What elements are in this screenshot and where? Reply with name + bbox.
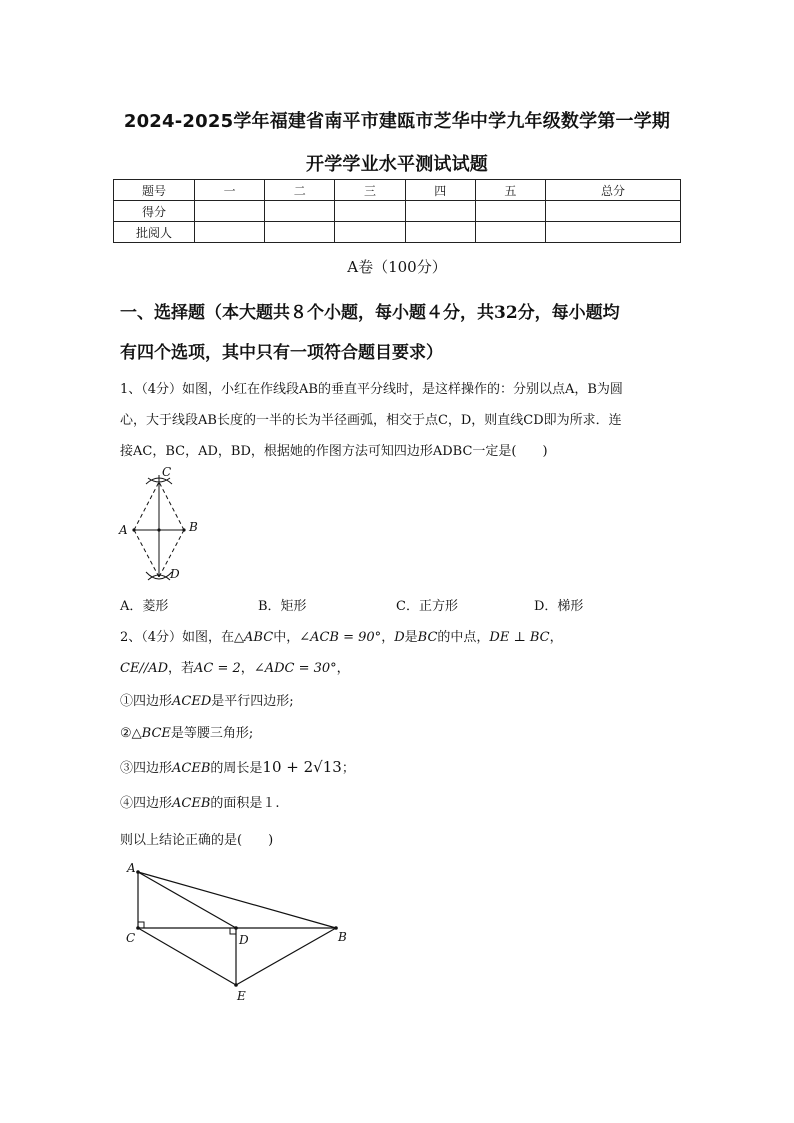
label-d: D [170, 567, 180, 581]
point-a [136, 870, 140, 874]
label-c: C [126, 931, 136, 945]
part1-heading-line2: 有四个选项，其中只有一项符合题目要求） [120, 343, 443, 363]
q2-statement-4: ④四边形ACEB的面积是１. [120, 796, 280, 811]
point-c [136, 926, 140, 930]
point-d [234, 926, 238, 930]
label-a: A [119, 523, 128, 537]
table-cell: 一 [195, 180, 265, 201]
q1-text-line3: 接AC，BC，AD，BD，根据她的作图方法可知四边形ADBC一定是( ) [120, 444, 548, 459]
table-cell: 批阅人 [114, 222, 195, 243]
point-b [182, 528, 185, 531]
q1-option-d[interactable]: D．梯形 [534, 599, 584, 614]
label-b: B [338, 930, 347, 944]
part1-heading-line1: 一、选择题（本大题共８个小题，每小题４分，共32分，每小题均 [120, 303, 620, 323]
table-cell: 二 [265, 180, 335, 201]
q1-option-a[interactable]: A．菱形 [120, 599, 169, 614]
score-table [113, 179, 681, 243]
section-a-heading: A卷（100分） [347, 258, 447, 276]
segment-bc [159, 482, 184, 530]
segment-ad [134, 530, 159, 577]
q1-option-c[interactable]: C．正方形 [396, 599, 458, 614]
point-e [234, 983, 238, 987]
point-a [132, 528, 135, 531]
label-a: A [127, 861, 136, 875]
q2-statement-1: ①四边形ACED是平行四边形; [120, 694, 294, 709]
q1-text-line2: 心，大于线段AB长度的一半的长为半径画弧，相交于点C，D，则直线CD即为所求．连 [120, 413, 622, 428]
segment-ac [134, 482, 159, 530]
segment-eb [236, 928, 336, 985]
label-b: B [189, 520, 198, 534]
table-row [114, 201, 681, 222]
table-cell: 五 [475, 180, 545, 201]
point-mid [157, 528, 160, 531]
q2-figure [118, 858, 358, 1006]
table-cell: 四 [405, 180, 475, 201]
doc-title-line1: 2024-2025学年福建省南平市建瓯市芝华中学九年级数学第一学期 [123, 111, 671, 132]
segment-ad [138, 872, 236, 928]
q1-figure [112, 462, 212, 587]
table-cell: 三 [335, 180, 405, 201]
table-cell: 总分 [546, 180, 681, 201]
q2-text-line1: 2、（4分）如图，在△ABC中，∠ACB = 90°，D是BC的中点，DE ⊥ BC， [120, 630, 563, 645]
label-e: E [237, 989, 246, 1003]
label-c: C [162, 465, 172, 479]
table-row [114, 222, 681, 243]
doc-title-line2: 开学学业水平测试试题 [306, 154, 488, 175]
q2-statement-2: ②△BCE是等腰三角形; [120, 726, 254, 741]
q2-text-line2: CE//AD，若AC = 2，∠ADC = 30°， [120, 661, 350, 676]
q1-option-b[interactable]: B．矩形 [258, 599, 307, 614]
table-cell: 得分 [114, 201, 195, 222]
q1-text-line1: 1、（4分）如图，小红在作线段AB的垂直平分线时，是这样操作的：分别以点A，B为圆 [120, 382, 623, 397]
segment-ce [138, 928, 236, 985]
q2-statement-3: ③四边形ACEB的周长是10 + 2√13； [120, 758, 355, 776]
table-row [114, 180, 681, 201]
table-cell: 题号 [114, 180, 195, 201]
segment-ab [138, 872, 336, 928]
q2-conclusion: 则以上结论正确的是( ) [120, 833, 274, 848]
label-d: D [239, 933, 249, 947]
